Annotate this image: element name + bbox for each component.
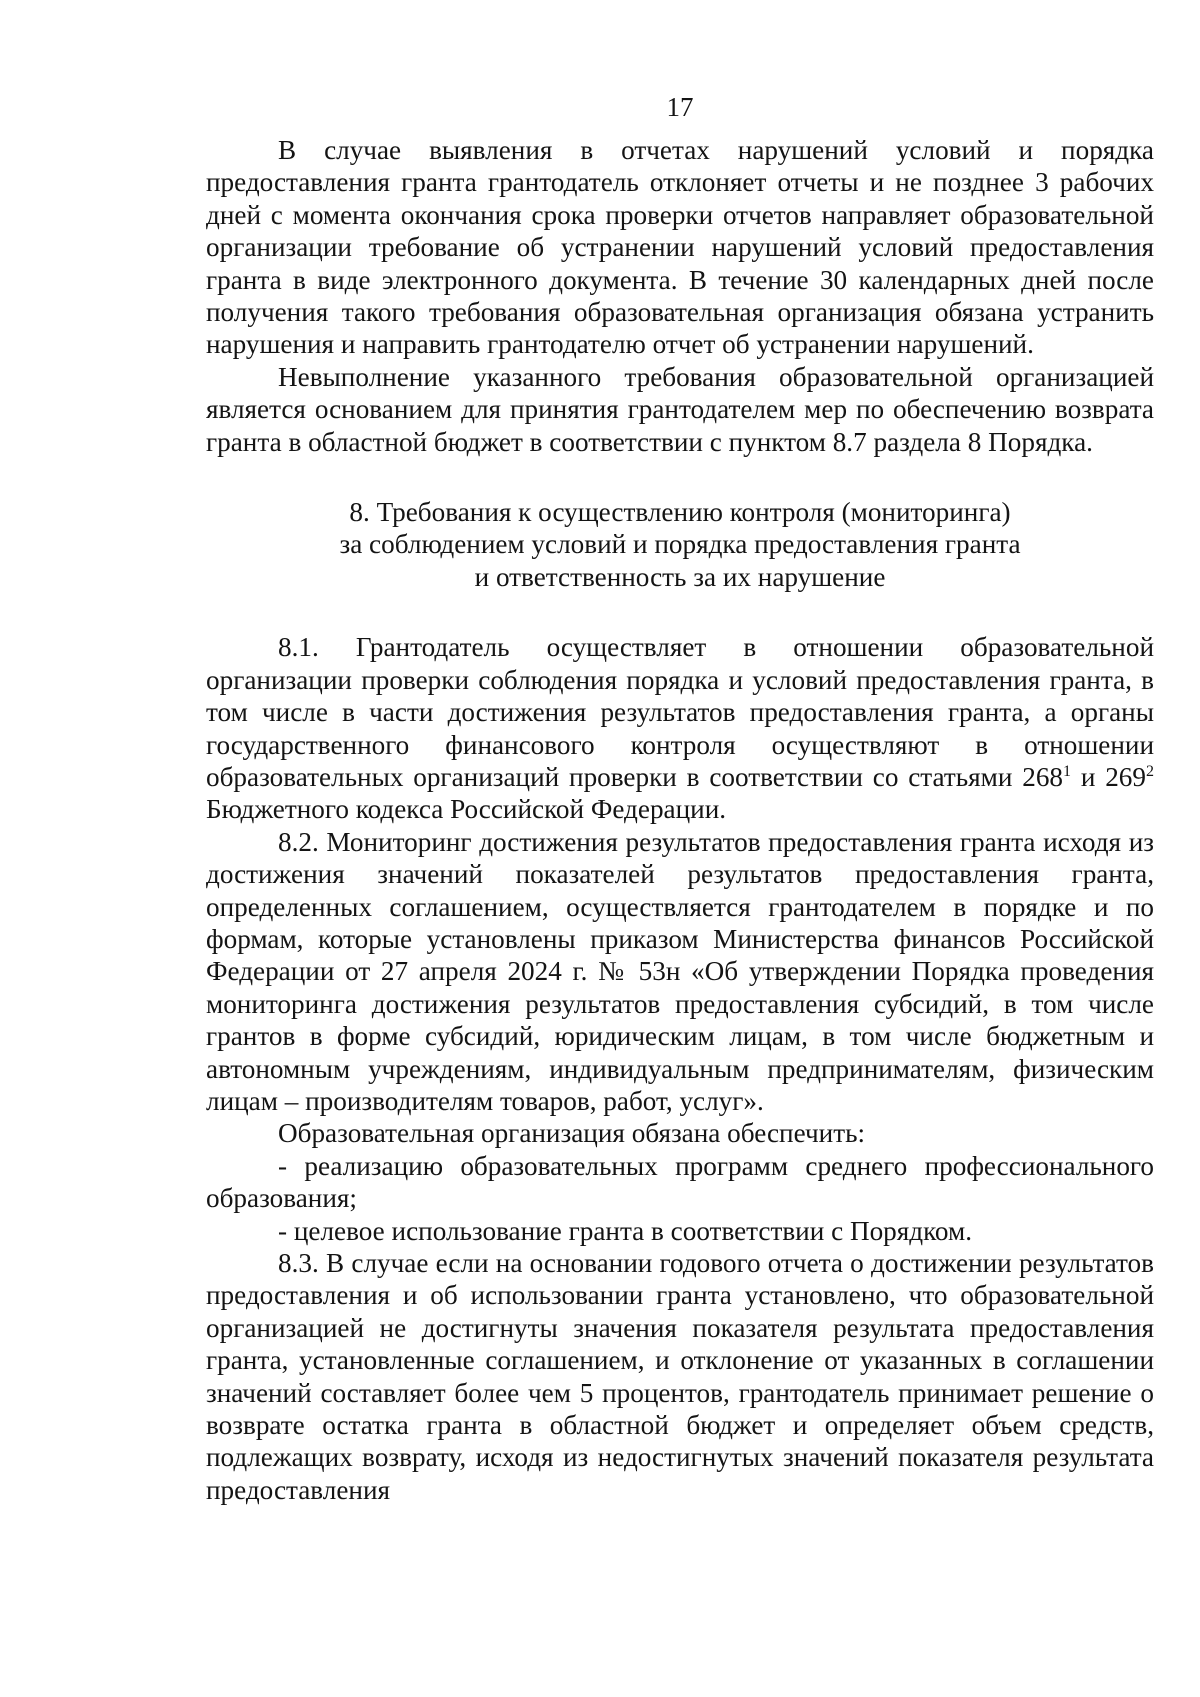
- paragraph-non-compliance: Невыполнение указанного требования образовательной организацией является основанием для принятия грантодателем мер по обеспечению возврата гранта в областной бюджет в соответствии с пунктом 8.7 раздела 8 Порядка.: [206, 361, 1154, 457]
- section-heading-line-1: 8. Требования к осуществлению контроля (мониторинга): [349, 497, 1011, 528]
- section-heading: [206, 496, 1154, 593]
- paragraph-8-1-end: Бюджетного кодекса Российской Федерации.: [206, 794, 727, 825]
- list-item-target-use: - целевое использование гранта в соответствии с Порядком.: [278, 1215, 973, 1246]
- paragraph-8-1-text: 8.1. Грантодатель осуществляет в отношении образовательной организации проверки соблюдения порядка и условий предоставления гранта, в том числе в части достижения результатов предоставления гранта, а органы государственного финансового контроля осуществляют в отношении образовательных организаций проверки в соответствии со статьями 268: [206, 632, 1154, 792]
- document-body: [206, 134, 1154, 1506]
- section-heading-line-2: за соблюдением условий и порядка предоставления гранта: [339, 529, 1021, 560]
- paragraph-8-3: 8.3. В случае если на основании годового отчета о достижении результатов предоставления и об использовании гранта установлено, что образовательной организацией не достигнуты значения показателя результата предоставления гранта, установленные соглашением, и отклонение от указанных в соглашении значений составляет более чем 5 процентов, грантодатель принимает решение о возврате остатка гранта в областной бюджет и определяет объем средств, подлежащих возврату, исходя из недостигнутых значений показателя результата предоставления: [206, 1248, 1154, 1505]
- list-item-programs: - реализацию образовательных программ среднего профессионального образования;: [206, 1150, 1154, 1214]
- paragraph-obligations: Образовательная организация обязана обеспечить:: [278, 1118, 866, 1149]
- section-heading-line-3: и ответственность за их нарушение: [474, 561, 886, 592]
- paragraph-8-1: [206, 631, 1154, 825]
- paragraph-8-2: 8.2. Мониторинг достижения результатов предоставления гранта исходя из достижения значений показателей результатов предоставления гранта, определенных соглашением, осуществляется грантодателем в порядке и по формам, которые установлены приказом Министерства финансов Российской Федерации от 27 апреля 2024 г. № 53н «Об утверждении Порядка проведения мониторинга достижения результатов предоставления субсидий, в том числе грантов в форме субсидий, юридическим лицам, в том числе бюджетным и автономным учреждениям, индивидуальным предпринимателям, физическим лицам – производителям товаров, работ, услуг».: [206, 826, 1154, 1116]
- superscript-1: 1: [1063, 762, 1072, 780]
- paragraph-8-1-mid: и 269: [1071, 761, 1146, 792]
- superscript-2: 2: [1145, 762, 1154, 780]
- page-number: 17: [666, 92, 694, 122]
- paragraph-violations: В случае выявления в отчетах нарушений условий и порядка предоставления гранта грантодатель отклоняет отчеты и не позднее 3 рабочих дней с момента окончания срока проверки отчетов направляет образовательной организации требование об устранении нарушений условий предоставления гранта в виде электронного документа. В течение 30 календарных дней после получения такого требования образовательная организация обязана устранить нарушения и направить грантодателю отчет об устранении нарушений.: [206, 135, 1154, 360]
